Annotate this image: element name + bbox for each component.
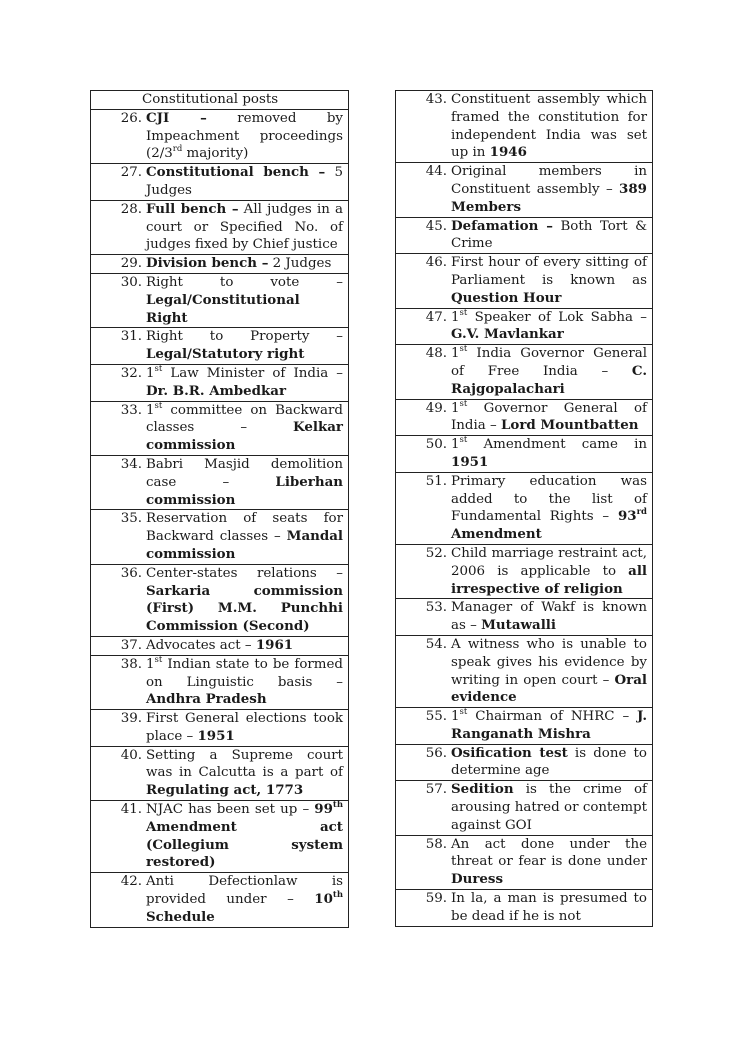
table-row	[396, 345, 653, 399]
item-number: 31.	[120, 329, 142, 345]
entry-cell	[91, 200, 349, 254]
list-item	[396, 163, 647, 216]
list-item	[91, 801, 343, 872]
table-row	[396, 599, 653, 636]
item-text: Center-states relations – Sarkaria commission (First) M.M. Punchhi Commission (Second)	[146, 565, 343, 635]
item-text: Full bench – All judges in a court or Specified No. of judges fixed by Chief justice	[146, 200, 343, 253]
list-item	[396, 254, 647, 307]
entry-cell	[396, 890, 653, 927]
entry-cell	[91, 328, 349, 365]
table-row	[396, 472, 653, 544]
entry-cell	[91, 564, 349, 636]
table-row	[91, 710, 349, 747]
item-number: 53.	[425, 600, 447, 616]
table-row	[91, 746, 349, 800]
entry-cell	[91, 255, 349, 274]
item-text: 1st committee on Backward classes – Kelkar commission	[146, 400, 343, 454]
table-row	[396, 436, 653, 473]
item-text: 1st Law Minister of India – Dr. B.R. Ambedkar	[146, 363, 343, 399]
item-text: Constitutional bench – 5 Judges	[146, 164, 343, 198]
item-number: 28.	[120, 201, 142, 217]
item-text: Babri Masjid demolition case – Liberhan commission	[146, 456, 343, 508]
item-number: 55.	[425, 709, 447, 725]
item-number: 41.	[120, 802, 142, 818]
item-number: 26.	[120, 110, 142, 126]
item-number: 49.	[425, 400, 447, 416]
list-item	[396, 309, 647, 345]
list-item	[91, 637, 343, 655]
item-number: 50.	[425, 437, 447, 453]
item-text: Reservation of seats for Backward classes – Mandal commission	[146, 511, 343, 562]
item-number: 38.	[120, 656, 142, 672]
list-item	[396, 836, 647, 889]
list-item	[91, 656, 343, 709]
list-item	[91, 747, 343, 800]
table-row	[91, 364, 349, 401]
item-text: First General elections took place – 1951	[146, 711, 343, 744]
entry-cell	[91, 455, 349, 509]
entry-cell	[396, 345, 653, 399]
item-text: In la, a man is presumed to be dead if he is not	[451, 891, 647, 924]
table-row	[396, 890, 653, 927]
list-item	[91, 456, 343, 509]
entry-cell	[396, 399, 653, 436]
item-text: 1st Amendment came in 1951	[451, 435, 647, 470]
list-item	[396, 745, 647, 781]
item-text: Anti Defectionlaw is provided under – 10th Schedule	[146, 874, 343, 925]
table-row	[91, 91, 349, 110]
item-number: 30.	[120, 274, 142, 290]
table-row	[396, 399, 653, 436]
list-item	[91, 274, 343, 327]
left-rows	[91, 91, 349, 928]
item-text: Sedition is the crime of arousing hatred or contempt against GOI	[451, 781, 647, 833]
item-text: 1st Governor General of India – Lord Mountbatten	[451, 398, 647, 434]
table-row	[396, 835, 653, 889]
list-item	[91, 510, 343, 563]
entry-cell	[396, 472, 653, 544]
entry-cell	[396, 91, 653, 163]
item-number: 33.	[120, 402, 142, 418]
entry-cell	[396, 436, 653, 473]
item-text: Original members in Constituent assembly – 389 Members	[451, 164, 647, 215]
entry-cell	[91, 801, 349, 873]
right-column-table	[395, 90, 653, 927]
entry-cell	[91, 655, 349, 709]
entry-cell	[91, 164, 349, 201]
item-text: Primary education was added to the list of Fundamental Rights – 93rd Amendment	[451, 473, 647, 543]
entry-cell	[396, 708, 653, 745]
table-row	[396, 308, 653, 345]
item-number: 59.	[425, 891, 447, 907]
table-row	[91, 401, 349, 455]
list-item	[91, 201, 343, 254]
item-text: A witness who is unable to speak gives his evidence by writing in open court – Oral evidence	[451, 636, 647, 706]
item-number: 56.	[425, 745, 447, 761]
item-text: Right to Property – Legal/Statutory right	[146, 329, 343, 363]
item-number: 43.	[425, 92, 447, 107]
table-row	[396, 744, 653, 781]
table-row	[91, 801, 349, 873]
entry-cell	[91, 401, 349, 455]
item-number: 46.	[425, 255, 447, 271]
item-text: Setting a Supreme court was in Calcutta is a part of Regulating act, 1773	[146, 747, 343, 799]
table-row	[396, 708, 653, 745]
item-text: Right to vote – Legal/Constitutional Right	[146, 274, 343, 326]
list-item	[91, 91, 343, 109]
table-row	[91, 328, 349, 365]
table-row	[91, 873, 349, 927]
table-row	[396, 254, 653, 308]
list-item	[91, 110, 343, 163]
item-number: 39.	[120, 711, 142, 727]
list-item	[396, 473, 647, 544]
item-text: Defamation – Both Tort & Crime	[451, 217, 647, 252]
item-number: 44.	[425, 164, 447, 180]
entry-cell	[91, 873, 349, 927]
table-row	[91, 273, 349, 327]
item-number: 58.	[425, 836, 447, 852]
item-text: 1st Chairman of NHRC – J. Ranganath Mishra	[451, 707, 647, 742]
entry-cell	[396, 635, 653, 707]
item-number: 36.	[120, 565, 142, 581]
table-row	[91, 455, 349, 509]
item-text: Child marriage restraint act, 2006 is applicable to all irrespective of religion	[451, 545, 647, 597]
entry-cell	[396, 254, 653, 308]
table-row	[396, 781, 653, 835]
item-number: 52.	[425, 545, 447, 561]
item-text: Manager of Wakf is known as – Mutawalli	[451, 600, 647, 634]
table-row	[91, 655, 349, 709]
list-item	[396, 345, 647, 398]
list-item	[396, 708, 647, 744]
list-item	[396, 91, 647, 162]
item-number: 42.	[120, 874, 142, 890]
list-item	[91, 164, 343, 200]
item-number: 40.	[120, 747, 142, 763]
entry-cell	[91, 109, 349, 163]
entry-cell	[91, 510, 349, 564]
list-item	[396, 636, 647, 707]
item-number: 48.	[425, 346, 447, 362]
item-number: 37.	[120, 637, 142, 653]
item-text: Constitutional posts	[142, 92, 279, 107]
table-row	[396, 91, 653, 163]
table-row	[396, 163, 653, 217]
entry-cell	[91, 91, 349, 110]
entry-cell	[396, 163, 653, 217]
item-number: 27.	[120, 165, 142, 181]
list-item	[91, 402, 343, 455]
table-row	[91, 636, 349, 655]
entry-cell	[396, 599, 653, 636]
table-row	[91, 255, 349, 274]
list-item	[396, 890, 647, 926]
list-item	[91, 328, 343, 364]
item-text: Constituent assembly which framed the constitution for independent India was set up in 1946	[451, 92, 647, 161]
list-item	[396, 781, 647, 834]
entry-cell	[91, 746, 349, 800]
entry-cell	[91, 364, 349, 401]
item-text: 1st Speaker of Lok Sabha – G.V. Mavlankar	[451, 307, 647, 343]
item-text: First hour of every sitting of Parliament is known as Question Hour	[451, 255, 647, 306]
table-row	[396, 217, 653, 254]
list-item	[91, 710, 343, 746]
item-number: 32.	[120, 365, 142, 381]
list-item	[396, 218, 647, 254]
item-number: 29.	[120, 256, 142, 272]
entry-cell	[396, 744, 653, 781]
table-row	[91, 109, 349, 163]
table-row	[91, 200, 349, 254]
table-row	[91, 510, 349, 564]
list-item	[396, 400, 647, 436]
item-text: NJAC has been set up – 99th Amendment act (Collegium system restored)	[146, 800, 343, 871]
entry-cell	[91, 273, 349, 327]
item-text: Advocates act – 1961	[146, 636, 294, 653]
item-text: 1st India Governor General of Free India – C. Rajgopalachari	[451, 344, 647, 397]
entry-cell	[396, 217, 653, 254]
entry-cell	[91, 710, 349, 747]
right-rows	[396, 91, 653, 927]
item-number: 34.	[120, 456, 142, 472]
entry-cell	[91, 636, 349, 655]
item-text: An act done under the threat or fear is done under Duress	[451, 836, 647, 888]
item-text: CJI – removed by Impeachment proceedings (2/3rd majority)	[146, 109, 343, 162]
item-number: 47.	[425, 309, 447, 325]
item-number: 54.	[425, 636, 447, 652]
item-number: 45.	[425, 218, 447, 234]
list-item	[91, 255, 343, 273]
table-row	[91, 164, 349, 201]
table-row	[91, 564, 349, 636]
item-text: Division bench – 2 Judges	[146, 255, 332, 272]
list-item	[91, 873, 343, 926]
entry-cell	[396, 544, 653, 598]
table-row	[396, 635, 653, 707]
list-item	[396, 545, 647, 598]
list-item	[91, 365, 343, 401]
item-number: 51.	[425, 473, 447, 489]
item-number: 35.	[120, 511, 142, 527]
item-number: 57.	[425, 782, 447, 798]
entry-cell	[396, 308, 653, 345]
left-column-table	[90, 90, 349, 928]
entry-cell	[396, 835, 653, 889]
list-item	[396, 436, 647, 472]
list-item	[396, 599, 647, 635]
item-text: Osification test is done to determine age	[451, 744, 647, 779]
table-row	[396, 544, 653, 598]
item-text: 1st Indian state to be formed on Linguistic basis – Andhra Pradesh	[146, 654, 343, 708]
entry-cell	[396, 781, 653, 835]
list-item	[91, 565, 343, 636]
